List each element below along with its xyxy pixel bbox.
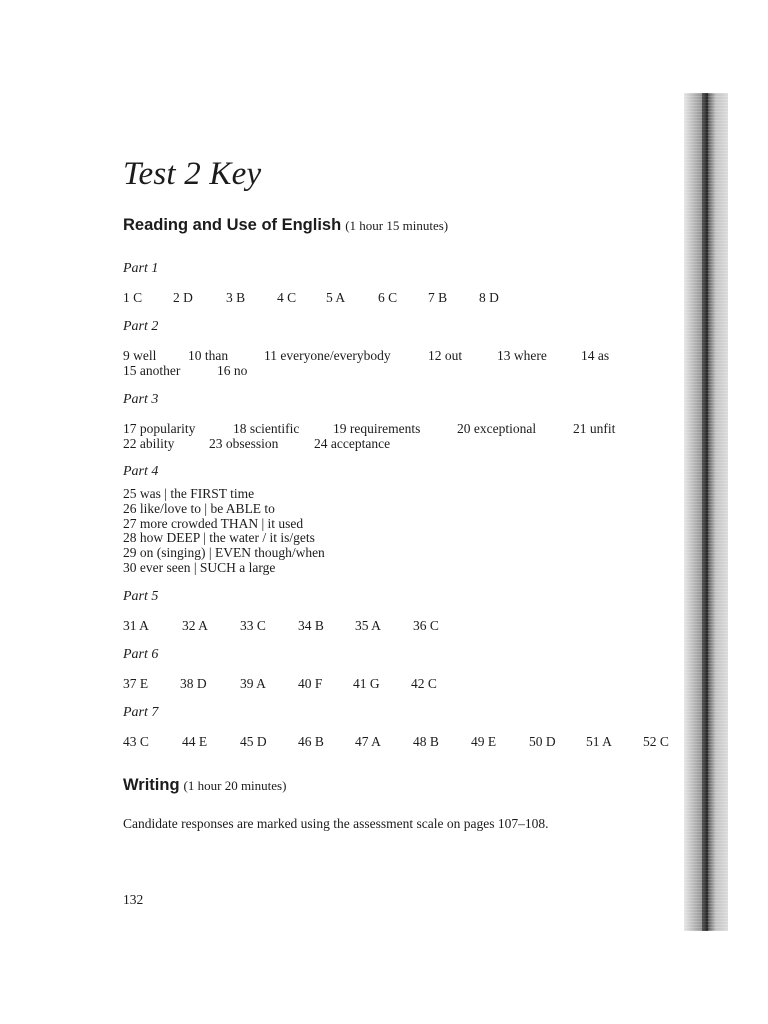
answer-item: 43 C [123,734,149,749]
answer-line: 25 was | the FIRST time [123,486,255,501]
part-4-answers [123,487,325,576]
answer-item: 34 B [298,618,324,633]
answer-item: 33 C [240,618,266,633]
writing-section-heading [123,776,286,795]
answer-item: 40 F [298,676,323,691]
part-1-label: Part 1 [123,261,159,276]
answer-item: 44 E [182,734,208,749]
answer-item: 37 E [123,676,149,691]
answer-item: 2 D [173,290,193,305]
answer-item: 3 B [226,290,246,305]
answer-item: 14 as [581,348,610,363]
book-gutter-edge [702,93,708,931]
answer-line: 28 how DEEP | the water / it is/gets [123,530,315,546]
answer-item: 1 C [123,290,143,305]
part-6-label: Part 6 [123,647,159,662]
answer-item: 10 than [188,348,229,363]
reading-heading-text: Reading and Use of English [123,216,342,234]
answer-line: 27 more crowded THAN | it used [123,515,304,531]
answer-item: 19 requirements [333,421,421,436]
part-5-label: Part 5 [123,589,159,604]
answer-item: 31 A [123,618,149,633]
answer-item: 22 ability [123,436,175,451]
answer-item: 12 out [428,348,463,363]
answer-line: 29 on (singing) | EVEN though/when [123,545,325,561]
answer-item: 35 A [355,618,381,633]
page-number: 132 [123,892,144,907]
answer-item: 41 G [353,676,380,691]
answer-item: 20 exceptional [457,421,537,436]
answer-item: 32 A [182,618,208,633]
answer-item: 39 A [240,676,266,691]
answer-item: 49 E [471,734,497,749]
writing-heading-text: Writing [123,776,180,794]
answer-item: 7 B [428,290,448,305]
answer-item: 45 D [240,734,267,749]
writing-duration: (1 hour 20 minutes) [183,778,287,793]
answer-item: 5 A [326,290,346,305]
answer-item: 46 B [298,734,324,749]
answer-item: 15 another [123,363,181,378]
answer-item: 47 A [355,734,381,749]
part-2-label: Part 2 [123,319,159,334]
answer-item: 13 where [497,348,547,363]
answer-item: 6 C [378,290,398,305]
answer-item: 9 well [123,348,157,363]
answer-item: 42 C [411,676,437,691]
answer-item: 51 A [586,734,612,749]
answer-item: 24 acceptance [314,436,391,451]
answer-item: 18 scientific [233,421,300,436]
answer-item: 11 everyone/everybody [264,348,391,363]
answer-item: 48 B [413,734,439,749]
reading-duration: (1 hour 15 minutes) [345,218,449,233]
answer-item: 38 D [180,676,207,691]
answer-line: 30 ever seen | SUCH a large [123,559,276,575]
page-title: Test 2 Key [123,156,262,192]
answer-item: 36 C [413,618,439,633]
part-3-label: Part 3 [123,392,159,407]
answer-item: 16 no [217,363,248,378]
answer-item: 4 C [277,290,297,305]
answer-item: 21 unfit [573,421,616,436]
answer-item: 50 D [529,734,556,749]
answer-item: 8 D [479,290,499,305]
answer-item: 52 C [643,734,669,749]
answer-item: 17 popularity [123,421,196,436]
answer-item: 23 obsession [209,436,279,451]
part-4-label: Part 4 [123,464,159,479]
part-7-label: Part 7 [123,705,159,720]
writing-note: Candidate responses are marked using the assessment scale on pages 107–108. [123,816,549,831]
answer-line: 26 like/love to | be ABLE to [123,500,275,516]
reading-section-heading [123,216,448,235]
